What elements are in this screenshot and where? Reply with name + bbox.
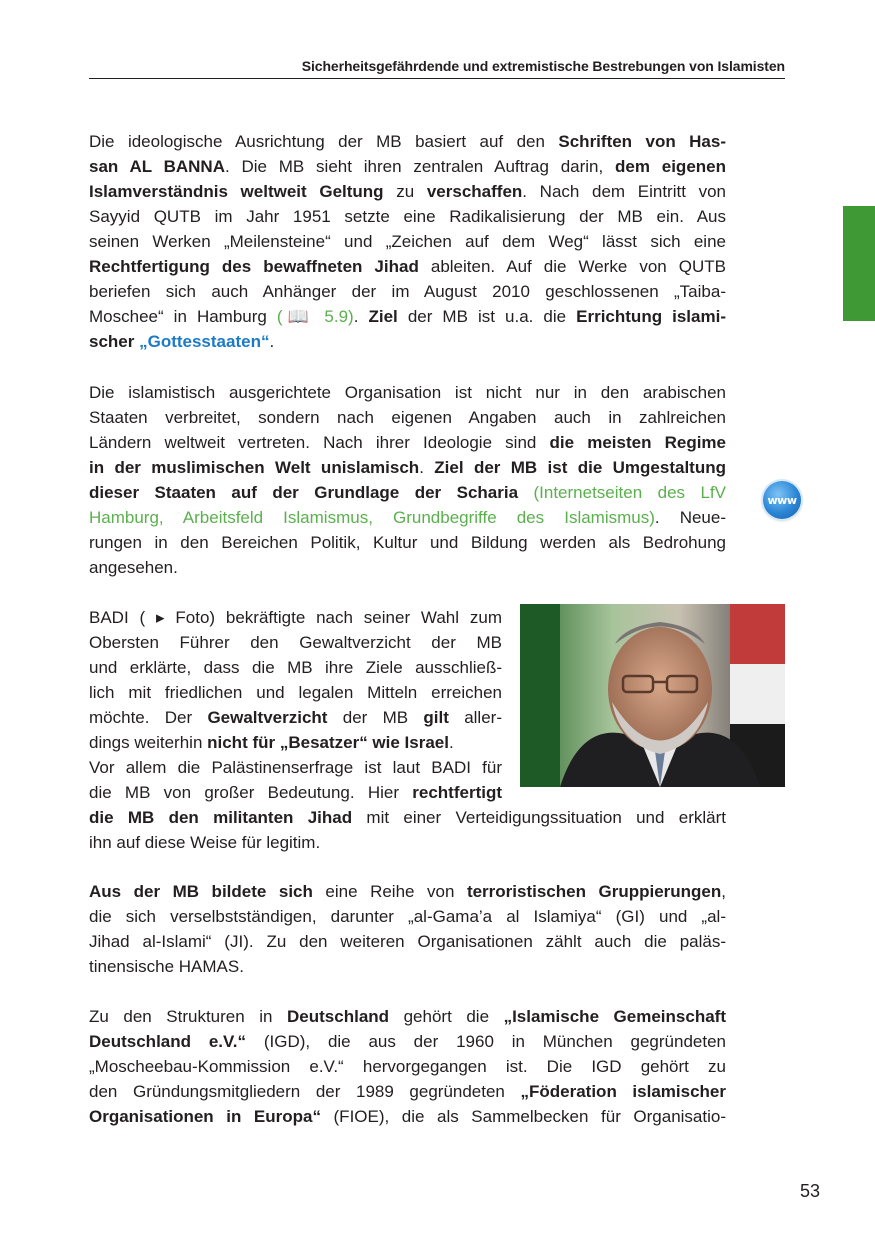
paragraph-terror-groups: Aus der MB bildete sich eine Reihe von terroristischen Gruppierungen, die sich verselbstständigen, darunter „al-Gama’a al Islamiya“ (GI) und „al- Jihad al-Islami“ (JI). Zu den weiteren Organisationen zählt auch die paläs- tinensische HAMAS.	[89, 882, 727, 976]
page-number: 53	[799, 1181, 820, 1201]
running-header: Sicherheitsgefährdende und extremistische Bestrebungen von Islamisten	[89, 58, 785, 79]
paragraph-organisation: Die islamistisch ausgerichtete Organisation ist nicht nur in den arabischen Staaten verbreitet, sondern nach eigenen Angaben auch in zahlreichen Ländern weltweit vertreten. Nach ihrer Ideologie sind die meisten Regime in der muslimischen Welt unislamisch. Ziel der MB ist die Umgestaltung dieser Staaten auf der Grundlage der Scharia (Internetseiten des LfV Hamburg, Arbeitsfeld Islamismus, Grundbegriffe des Islamismus). Neue- rungen in den Bereichen Politik, Kultur und Bildung werden als Bedrohung angesehen.	[89, 383, 727, 577]
chapter-color-tab	[843, 206, 875, 321]
paragraph-germany: Zu den Strukturen in Deutschland gehört die „Islamische Gemeinschaft Deutschland e.V.“ (IGD), die aus der 1960 in München gegründeten „Moscheebau-Kommission e.V.“ hervorgegangen ist. Die IGD gehört zu den Gründungsmitgliedern der 1989 gegründeten „Föderation islamischer Organisationen in Europa“ (FIOE), die als Sammelbecken für Organisatio-	[89, 1007, 727, 1126]
lfv-website-link[interactable]: (Internetseiten des LfV	[518, 483, 726, 502]
glossary-term-link[interactable]: „Gottesstaaten“	[139, 332, 270, 351]
portrait-photo	[520, 604, 785, 787]
paragraph-ideology: Die ideologische Ausrichtung der MB basiert auf den Schriften von Has- san AL BANNA. Die MB sieht ihren zentralen Auftrag darin, dem eigenen Islamverständnis weltweit Geltung zu verschaffen. Nach dem Eintritt von Sayyid QUTB im Jahr 1951 setzte eine Radikalisierung der MB ein. Aus seinen Werken „Meilensteine“ und „Zeichen auf dem Weg“ lässt sich eine Rechtfertigung des bewaffneten Jihad ableiten. Auf die Werke von QUTB beriefen sich auch Anhänger der im August 2010 geschlossenen „Taiba- Moschee“ in Hamburg (📖 5.9). Ziel der MB ist u.a. die Errichtung islami- scher „Gottesstaaten“.	[89, 132, 726, 351]
lfv-website-link-cont[interactable]: Hamburg, Arbeitsfeld Islamismus, Grundbegriffe des Islamismus)	[89, 508, 655, 527]
paragraph-badi: BADI ( ▸ Foto) bekräftigte nach seiner Wahl zum Obersten Führer den Gewaltverzicht der MB und erklärte, dass die MB ihre Ziele ausschließ- lich mit friedlichen und legalen Mitteln erreichen möchte. Der Gewaltverzicht der MB gilt aller- dings weiterhin nicht für „Besatzer“ wie Israel. Vor allem die Palästinenserfrage ist laut BADI für die MB von großer Bedeutung. Hier rechtfertigt die MB den militanten Jihad mit einer Verteidigungssituation und erklärt ihn auf diese Weise für legitim.	[89, 608, 726, 852]
www-globe-icon[interactable]: www	[763, 481, 801, 519]
cross-reference-link[interactable]: (📖 5.9)	[276, 307, 354, 326]
